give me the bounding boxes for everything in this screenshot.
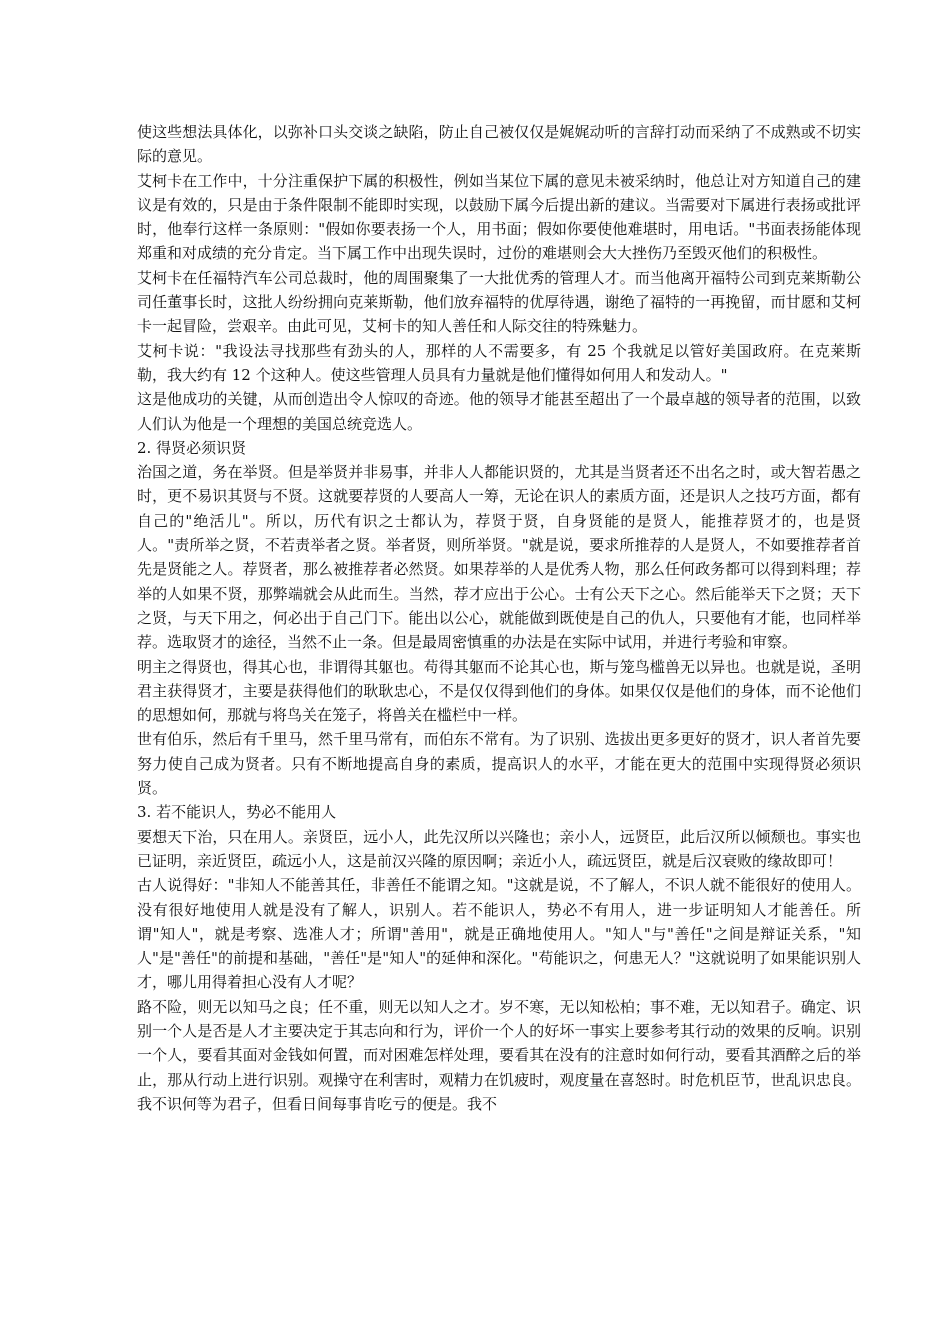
document-page bbox=[137, 120, 861, 1116]
paragraph-know-people: 古人说得好："非知人不能善其任，非善任不能谓之知。"这就是说，不了解人，不识人就不能很好的使用人。没有很好地使用人就是没有了解人，识别人。若不能识人，势必不有用人，进一步证明知人才能善任。所谓"知人"，就是考察、选准人才；所谓"善用"，就是正确地使用人。"知人"与"善任"之间是辩证关系，"知人"是"善任"的前提和基础，"善任"是"知人"的延伸和深化。"苟能识之，何患无人？"这就说明了如果能识别人才，哪儿用得着担心没有人才呢？ bbox=[137, 876, 861, 992]
paragraph-wise-ruler: 明主之得贤也，得其心也，非谓得其躯也。苟得其躯而不论其心也，斯与笼鸟槛兽无以异也。也就是说，圣明君主获得贤才，主要是获得他们的耿耿忠心，不是仅仅得到他们的身体。如果仅仅是他们的身体，而不论他们的思想如何，那就与将鸟关在笼子，将兽关在槛栏中一样。 bbox=[137, 657, 861, 725]
section-heading-3: 3. 若不能识人，势必不能用人 bbox=[137, 803, 337, 822]
paragraph-using-people: 要想天下治，只在用人。亲贤臣，远小人，此先汉所以兴隆也；亲小人，远贤臣，此后汉所以倾颓也。事实也已证明，亲近贤臣，疏远小人，这是前汉兴隆的原因啊；亲近小人，疏远贤臣，就是后汉衰败的缘故即可！ bbox=[137, 827, 861, 870]
section-heading-2: 2. 得贤必须识贤 bbox=[137, 438, 247, 457]
paragraph-iacocca-praise: 艾柯卡在工作中，十分注重保护下属的积极性，例如当某位下属的意见未被采纳时，他总让对方知道自己的建议是有效的，只是由于条件限制不能即时实现，以鼓励下属今后提出新的建议。当需要对下属进行表扬或批评时，他奉行这样一条原则："假如你要表扬一个人，用书面；假如你要使他难堪时，用电话。"书面表扬能体现郑重和对成绩的充分肯定。当下属工作中出现失误时，过份的难堪则会大大挫伤乃至毁灭他们的积极性。 bbox=[137, 171, 861, 263]
paragraph-iacocca-quote: 艾柯卡说："我设法寻找那些有劲头的人，那样的人不需要多，有 25 个我就足以管好美国政府。在克莱斯勒，我大约有 12 个这种人。使这些管理人员具有力量就是他们懂得如何用人和发动人。" bbox=[137, 341, 861, 384]
paragraph-governing-by-virtue: 治国之道，务在举贤。但是举贤并非易事，并非人人都能识贤的，尤其是当贤者还不出名之时，或大智若愚之时，更不易识其贤与不贤。这就要荐贤的人要高人一筹，无论在识人的素质方面，还是识人之技巧方面，都有自己的"绝活儿"。所以，历代有识之士都认为，荐贤于贤，自身贤能的是贤人，能推荐贤才的，也是贤人。"责所举之贤，不若责举者之贤。举者贤，则所举贤。"就是说，要求所推荐的人是贤人，不如要推荐者首先是贤能之人。荐贤者，那么被推荐者必然贤。如果荐举的人是优秀人物，那么任何政务都可以得到料理；荐举的人如果不贤，那弊端就会从此而生。当然，荐才应出于公心。士有公天下之心。然后能举天下之贤；天下之贤，与天下用之，何必出于自己门下。能出以公心，就能做到既使是自己的仇人，只要他有才能，也同样举荐。选取贤才的途径，当然不止一条。但是最周密慎重的办法是在实际中试用，并进行考验和审察。 bbox=[137, 463, 861, 652]
paragraph-iacocca-talent: 艾柯卡在任福特汽车公司总裁时，他的周围聚集了一大批优秀的管理人才。而当他离开福特公司到克莱斯勒公司任董事长时，这批人纷纷拥向克莱斯勒，他们放弃福特的优厚待遇，谢绝了福特的一再挽留，而甘愿和艾柯卡一起冒险，尝艰辛。由此可见，艾柯卡的知人善任和人际交往的特殊魅力。 bbox=[137, 268, 861, 336]
paragraph-bole-horse: 世有伯乐，然后有千里马，然千里马常有，而伯东不常有。为了识别、选拔出更多更好的贤才，识人者首先要努力使自己成为贤者。只有不断地提高自身的素质，提高识人的水平，才能在更大的范围中实现得贤必须识贤。 bbox=[137, 730, 861, 798]
paragraph-testing-talent: 路不险，则无以知马之良；任不重，则无以知人之才。岁不寒，无以知松柏；事不难，无以知君子。确定、识别一个人是否是人才主要决定于其志向和行为，评价一个人的好坏一事实上要参考其行动的效果的反响。识别一个人，要看其面对金钱如何置，而对困难怎样处理，要看其在没有的注意时如何行动，要看其酒醉之后的举止，那从行动上进行识别。观操守在利害时，观精力在饥疲时，观度量在喜怒时。时危机臣节，世乱识忠良。我不识何等为君子，但看日间每事肯吃亏的便是。我不 bbox=[137, 997, 861, 1113]
paragraph-iacocca-success: 这是他成功的关键，从而创造出令人惊叹的奇迹。他的领导才能甚至超出了一个最卓越的领导者的范围，以致人们认为他是一个理想的美国总统竞选人。 bbox=[137, 390, 861, 433]
paragraph-intro-continuation: 使这些想法具体化，以弥补口头交谈之缺陷，防止自己被仅仅是娓娓动听的言辞打动而采纳了不成熟或不切实际的意见。 bbox=[137, 123, 861, 166]
